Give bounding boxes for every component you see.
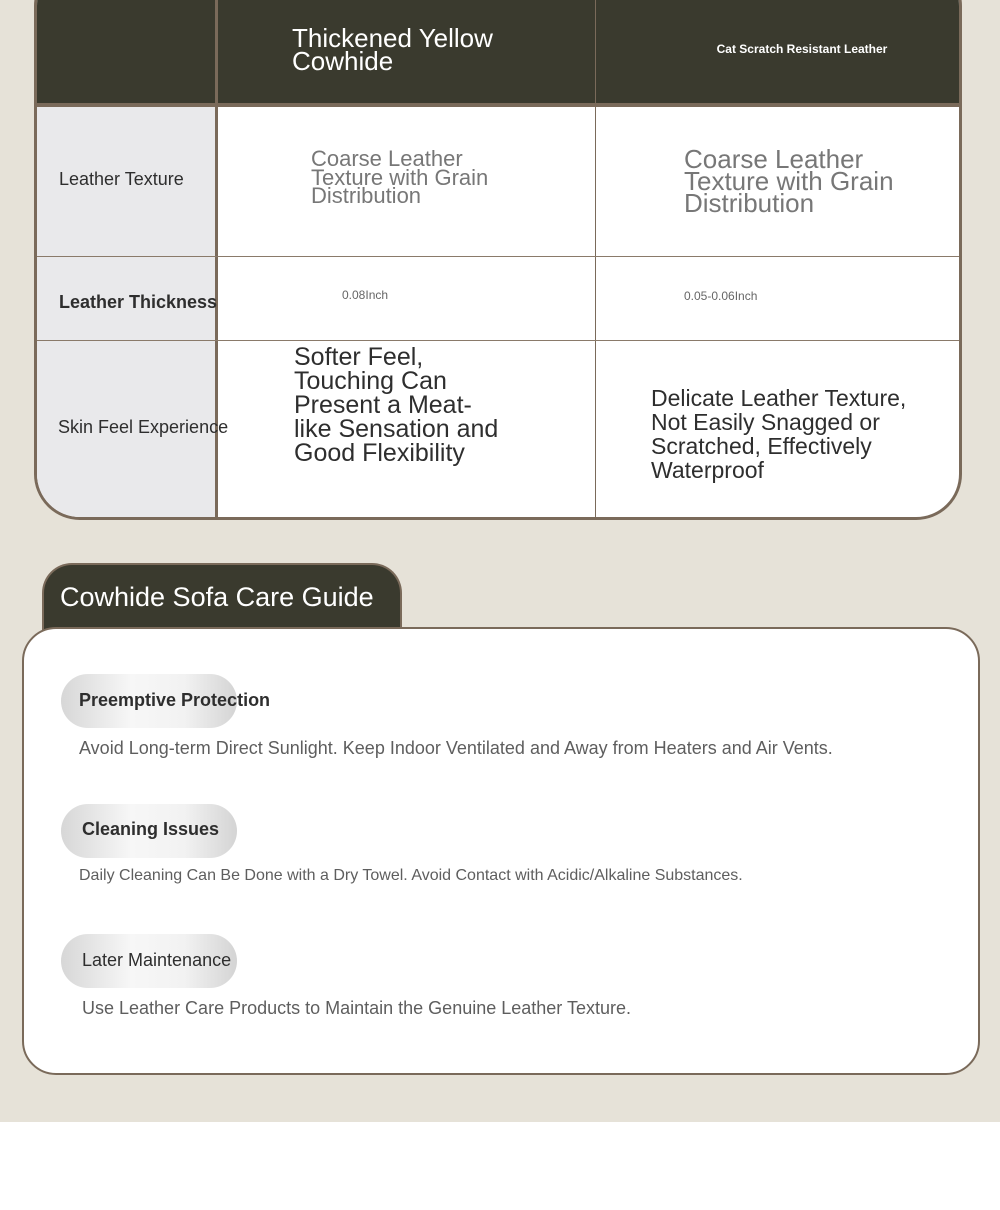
row-label-skin-feel: Skin Feel Experience [58, 417, 229, 437]
care-item-title: Cleaning Issues [82, 819, 220, 839]
row-divider [37, 340, 959, 341]
cell-texture-scratch: Coarse Leather Texture with Grain Distribution [684, 144, 894, 218]
column-header-scratch-resistant: Cat Scratch Resistant Leather [716, 42, 888, 56]
cell-thickness-scratch: 0.05-0.06Inch [684, 289, 758, 303]
comparison-table [34, 0, 962, 520]
cell-skin-yellow: Softer Feel, Touching Can Present a Meat-like Sensation and Good Flexibility [294, 343, 499, 467]
row-label-thickness: Leather Thickness [59, 292, 218, 312]
care-item-desc: Use Leather Care Products to Maintain the Genuine Leather Texture. [82, 998, 631, 1018]
cell-texture-yellow: Coarse Leather Texture with Grain Distribution [311, 146, 489, 208]
column-divider [595, 0, 596, 520]
column-header-yellow-cowhide: Thickened Yellow Cowhide [292, 23, 493, 76]
row-label-texture: Leather Texture [59, 169, 184, 189]
care-item-desc: Avoid Long-term Direct Sunlight. Keep Indoor Ventilated and Away from Heaters and Air Vents. [79, 738, 833, 758]
care-item-desc: Daily Cleaning Can Be Done with a Dry Towel. Avoid Contact with Acidic/Alkaline Substances. [79, 867, 743, 884]
care-item-title: Later Maintenance [82, 950, 232, 970]
cell-thickness-yellow: 0.08Inch [342, 288, 389, 302]
cell-skin-scratch: Delicate Leather Texture, Not Easily Snagged or Scratched, Effectively Waterproof [651, 385, 907, 483]
column-divider [215, 0, 218, 520]
care-guide-title: Cowhide Sofa Care Guide [60, 582, 374, 612]
row-divider [37, 256, 959, 257]
care-item-title: Preemptive Protection [79, 690, 271, 710]
